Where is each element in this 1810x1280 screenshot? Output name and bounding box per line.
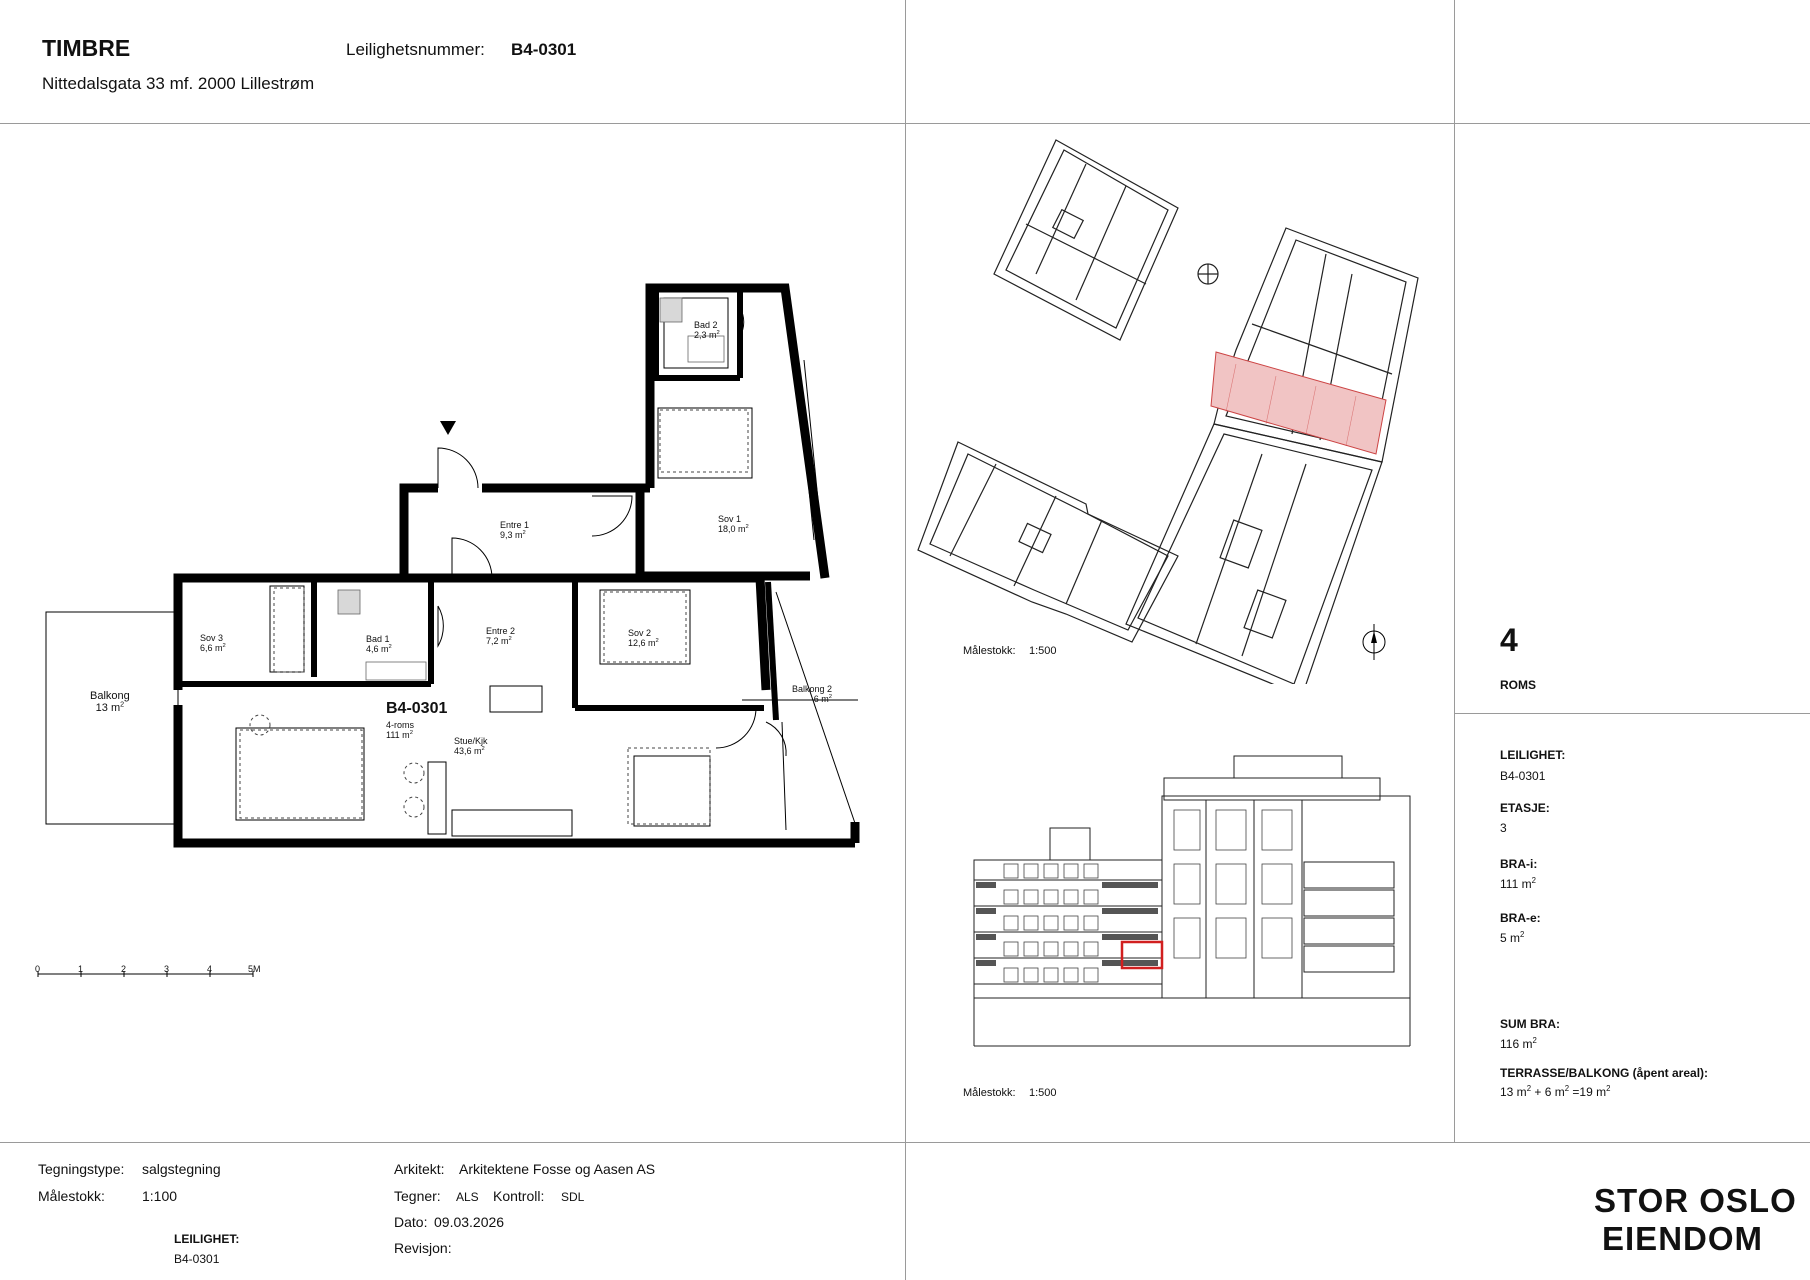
revision-label: Revisjon: <box>394 1240 452 1256</box>
room-label-sov-1: Sov 1 18,0 $m^2$ <box>718 514 749 534</box>
architect-value: Arkitektene Fosse og Aasen AS <box>459 1161 656 1177</box>
footer-apartment-value: B4-0301 <box>174 1252 220 1266</box>
date-label: Dato: <box>394 1214 428 1230</box>
site-scale-value: 1:500 <box>1029 645 1057 657</box>
room-label-balkong: Balkong 13 $m^2$ <box>90 690 130 714</box>
rooms-label: ROMS <box>1500 678 1536 692</box>
room-label-entre-2: Entre 2 7,2 $m^2$ <box>486 626 516 646</box>
site-plan <box>906 124 1454 684</box>
footer-scale-label: Målestokk: <box>38 1188 105 1204</box>
info-apartment-value: B4-0301 <box>1500 769 1546 783</box>
elevation-scale-label: Målestokk: <box>963 1087 1016 1099</box>
scale-tick-0: 0 <box>35 964 41 974</box>
info-floor-value: 3 <box>1500 821 1507 835</box>
scale-tick-5m: 5M <box>248 964 261 974</box>
info-apartment-label: LEILIGHET: <box>1500 748 1566 762</box>
company-logo-line2: EIENDOM <box>1602 1220 1764 1257</box>
info-bra-e-label: BRA-e: <box>1500 911 1541 925</box>
unit-type-label: 4-roms 111 $m^2$ <box>386 720 415 740</box>
control-value: SDL <box>561 1190 585 1204</box>
room-label-balkong-2: Balkong 2 6 $m^2$ <box>792 684 833 704</box>
room-label-entre-1: Entre 1 9,3 $m^2$ <box>500 520 530 540</box>
drawer-value: ALS <box>456 1190 479 1204</box>
room-label-sov-3: Sov 3 6,6 $m^2$ <box>200 633 226 653</box>
project-title: TIMBRE <box>42 35 131 61</box>
apartment-number-label: Leilighetsnummer: <box>346 40 485 59</box>
info-floor-label: ETASJE: <box>1500 801 1550 815</box>
room-label-sov-2: Sov 2 12,6 $m^2$ <box>628 628 659 648</box>
info-terrace-label: TERRASSE/BALKONG (åpent areal): <box>1500 1066 1709 1080</box>
scale-tick-3: 3 <box>164 964 170 974</box>
footer-scale-value: 1:100 <box>142 1188 178 1204</box>
apartment-number: B4-0301 <box>511 40 577 59</box>
footer-apartment-label: LEILIGHET: <box>174 1232 240 1246</box>
floor-plan <box>0 124 904 1142</box>
control-label: Kontroll: <box>493 1188 545 1204</box>
elevation-drawing <box>906 740 1454 1060</box>
info-sum-label: SUM BRA: <box>1500 1017 1560 1031</box>
room-label-bad-2: Bad 2 2,3 $m^2$ <box>694 320 720 340</box>
drawer-label: Tegner: <box>394 1188 441 1204</box>
drawing-type-label: Tegningstype: <box>38 1161 125 1177</box>
elevation-scale-value: 1:500 <box>1029 1087 1057 1099</box>
info-terrace-value: 13 $m^2 + 6$ $m^2 =19$ $m^2$ <box>1500 1084 1611 1099</box>
date-value: 09.03.2026 <box>434 1214 505 1230</box>
scale-tick-4: 4 <box>207 964 213 974</box>
drawing-type-value: salgstegning <box>142 1161 221 1177</box>
info-sum-value: 116 $m^2$ <box>1500 1036 1537 1051</box>
scale-tick-2: 2 <box>121 964 127 974</box>
column-divider-2 <box>1454 0 1455 1142</box>
scale-tick-1: 1 <box>78 964 84 974</box>
room-label-bad-1: Bad 1 4,6 $m^2$ <box>366 634 392 654</box>
project-address: Nittedalsgata 33 mf. 2000 Lillestrøm <box>42 74 315 93</box>
room-label-stue-kjk: Stue/Kjk 43,6 $m^2$ <box>454 736 488 756</box>
rooms-count: 4 <box>1500 622 1518 658</box>
info-bra-e-value: 5 $m^2$ <box>1500 930 1525 945</box>
unit-code-label: B4-0301 <box>386 700 448 717</box>
scale-bar <box>30 966 270 986</box>
architect-label: Arkitekt: <box>394 1161 445 1177</box>
site-scale-label: Målestokk: <box>963 645 1016 657</box>
company-logo-line1: STOR OSLO <box>1594 1182 1797 1219</box>
info-bra-i-value: 111 $m^2$ <box>1500 876 1536 891</box>
info-divider <box>1454 713 1810 714</box>
info-bra-i-label: BRA-i: <box>1500 857 1538 871</box>
